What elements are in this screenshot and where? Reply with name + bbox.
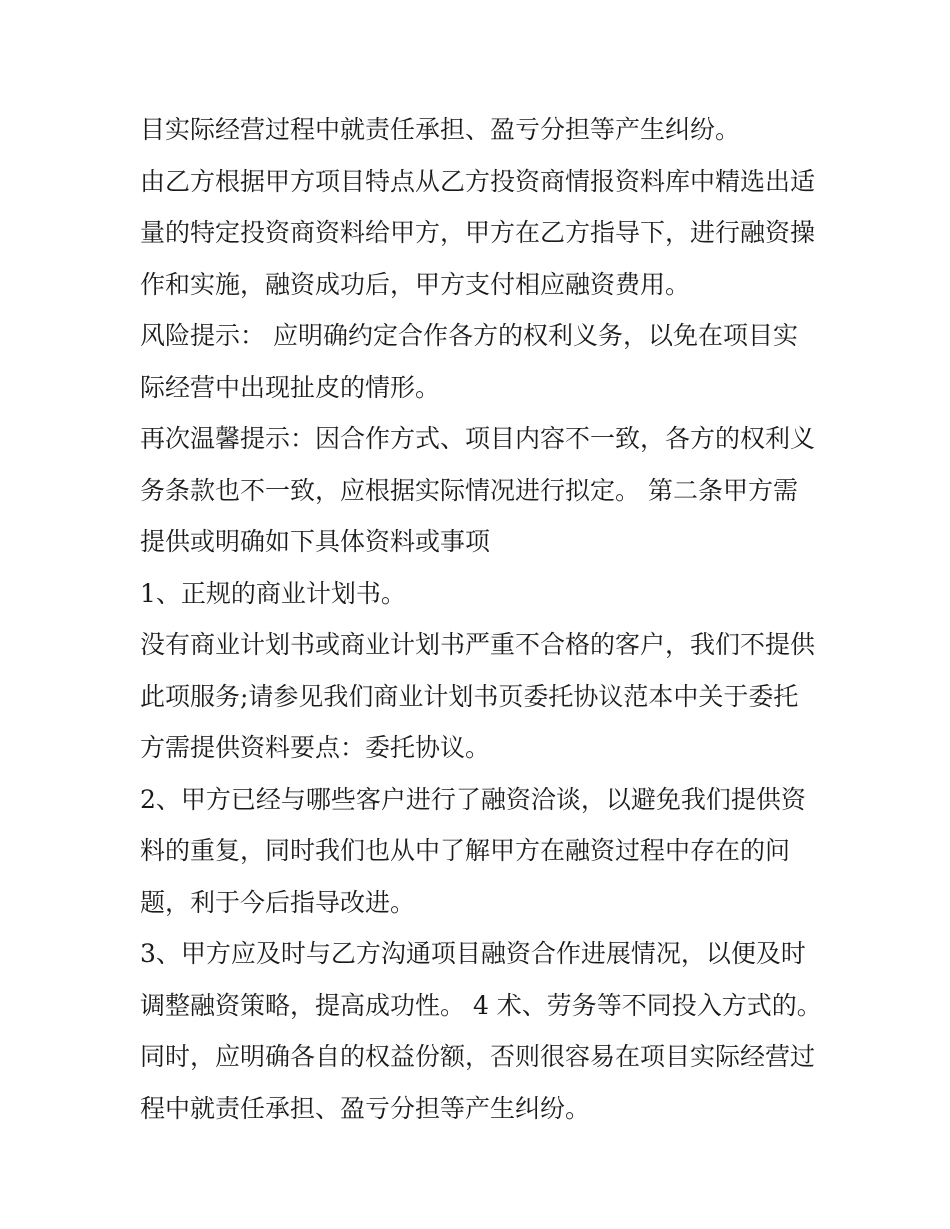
text-line: 没有商业计划书或商业计划书严重不合格的客户，我们不提供 (140, 630, 816, 659)
text-line: 由乙方根据甲方项目特点从乙方投资商情报资料库中精选出适 (140, 166, 816, 196)
document-body (140, 104, 820, 1134)
text-line: 调整融资策略，提高成功性。 4 术、劳务等不同投入方式的。 (140, 990, 822, 1020)
text-line: 风险提示： 应明确约定合作各方的权利义务，以免在项目实 (140, 321, 798, 350)
text-line: 同时，应明确各自的权益份额，否则很容易在项目实际经营过 (140, 1042, 816, 1071)
text-line: 务条款也不一致，应根据实际情况进行拟定。 第二条甲方需 (140, 475, 798, 505)
text-line: 程中就责任承担、盈亏分担等产生纠纷。 (140, 1093, 591, 1123)
text-line: 作和实施，融资成功后，甲方支付相应融资费用。 (140, 269, 691, 299)
text-line: 目实际经营过程中就责任承担、盈亏分担等产生纠纷。 (140, 115, 741, 144)
text-line: 题，利于今后指导改进。 (140, 887, 416, 917)
text-line: 料的重复，同时我们也从中了解甲方在融资过程中存在的问 (140, 836, 791, 865)
text-line: 提供或明确如下具体资料或事项 (140, 527, 491, 556)
text-line: 量的特定投资商资料给甲方，甲方在乙方指导下，进行融资操 (140, 218, 816, 247)
text-line: 再次温馨提示：因合作方式、项目内容不一致，各方的权利义 (140, 424, 816, 453)
text-line: 际经营中出现扯皮的情形。 (140, 372, 441, 402)
text-line: 方需提供资料要点：委托协议。 (140, 733, 491, 762)
text-line: 3、甲方应及时与乙方沟通项目融资合作进展情况，以便及时 (140, 939, 806, 968)
text-line: 此项服务;请参见我们商业计划书页委托协议范本中关于委托 (140, 681, 799, 711)
text-line: 1、正规的商业计划书。 (140, 578, 406, 608)
text-line: 2、甲方已经与哪些客户进行了融资洽谈，以避免我们提供资 (140, 784, 806, 814)
